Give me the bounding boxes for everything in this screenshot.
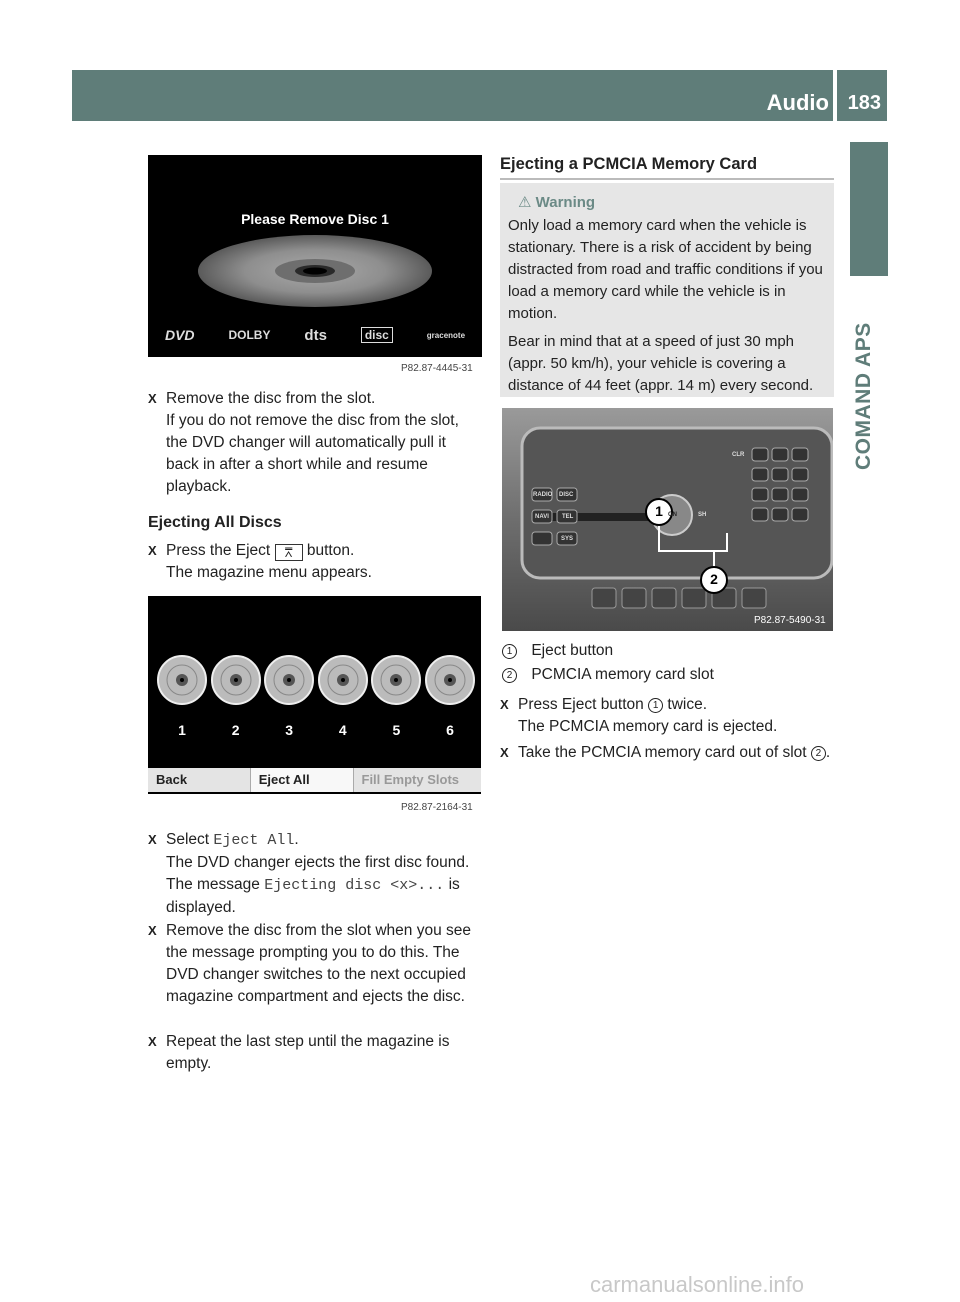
callout-number: 2 bbox=[502, 668, 517, 683]
disc-icon bbox=[263, 654, 315, 706]
figure1-caption: P82.87-4445-31 bbox=[401, 363, 473, 374]
step-body: The PCMCIA memory card is ejected. bbox=[518, 718, 778, 735]
disc-button-label: DISC bbox=[559, 492, 574, 498]
navi-button-label: NAVI bbox=[535, 514, 549, 520]
eject-all-button[interactable]: Eject All bbox=[251, 768, 354, 792]
callout-number: 1 bbox=[648, 698, 663, 713]
disc-number: 4 bbox=[338, 722, 347, 738]
step-arrow-icon: X bbox=[148, 543, 157, 558]
step-body: Remove the disc from the slot when you see the message prompting you to do this. The DVD changer switches to the next occupied magazine compartment and ejects the disc. bbox=[166, 922, 471, 1005]
dvd-logo: DVD bbox=[164, 327, 195, 343]
step-text: Press the Eject bbox=[166, 542, 271, 559]
step-text: Press Eject button bbox=[518, 696, 644, 713]
callout-number: 1 bbox=[502, 644, 517, 659]
step-text: . bbox=[294, 831, 299, 848]
step-press-eject bbox=[148, 540, 482, 584]
step-repeat bbox=[148, 1031, 482, 1075]
step-text: Select bbox=[166, 831, 210, 848]
step-title: Remove the disc from the slot. bbox=[166, 390, 376, 407]
disc-icon bbox=[156, 654, 208, 706]
step-body: The DVD changer ejects the first disc found. The message bbox=[166, 854, 470, 893]
disc-number: 6 bbox=[446, 722, 454, 738]
compact-disc-logo: disc bbox=[361, 327, 393, 343]
figure-remove-disc bbox=[148, 155, 482, 357]
warning-title: Warning bbox=[535, 194, 596, 211]
sys-button-label: SYS bbox=[561, 536, 574, 542]
step-remove-disc bbox=[148, 388, 482, 498]
disc-row bbox=[156, 654, 476, 706]
disc-number: 3 bbox=[285, 722, 294, 738]
magazine-menu-bar bbox=[148, 768, 481, 792]
legend-item bbox=[502, 664, 714, 686]
callout-number: 2 bbox=[811, 746, 826, 761]
logo-strip bbox=[148, 315, 482, 355]
back-button[interactable]: Back bbox=[148, 768, 251, 792]
sh-button-label: SH bbox=[698, 512, 707, 518]
legend-text: Eject button bbox=[531, 642, 614, 659]
step-body: The magazine menu appears. bbox=[166, 564, 372, 581]
step-remove-when-prompted bbox=[148, 920, 482, 1008]
remove-disc-message: Please Remove Disc 1 bbox=[241, 211, 389, 227]
dolby-logo: DOLBY bbox=[228, 328, 271, 342]
side-tab bbox=[850, 142, 888, 276]
section-title: Audio bbox=[766, 90, 829, 115]
clr-button-label: CLR bbox=[732, 452, 745, 458]
step-arrow-icon: X bbox=[500, 745, 509, 760]
on-button-label: ON bbox=[668, 512, 677, 518]
step-body: If you do not remove the disc from the slot, the DVD changer will automatically pull it back in after a short while and resume playback. bbox=[166, 412, 459, 495]
step-select-eject-all bbox=[148, 829, 482, 919]
step-arrow-icon: X bbox=[148, 832, 157, 847]
disc-icon bbox=[210, 654, 262, 706]
legend-item bbox=[502, 640, 613, 662]
step-body: is displayed. bbox=[166, 876, 460, 916]
menu-item-ref: Eject All bbox=[213, 832, 295, 849]
step-text: twice. bbox=[667, 696, 708, 713]
step-text: Take the PCMCIA memory card out of slot bbox=[518, 744, 807, 761]
step-press-eject-twice bbox=[500, 694, 834, 738]
step-text: . bbox=[825, 744, 831, 761]
callout-1: 1 bbox=[655, 503, 663, 519]
callout-2: 2 bbox=[710, 571, 718, 587]
radio-button-label: RADIO bbox=[533, 492, 553, 498]
header-divider bbox=[833, 70, 837, 121]
figure-magazine-menu bbox=[148, 596, 481, 794]
legend-text: PCMCIA memory card slot bbox=[531, 666, 714, 683]
step-text: button. bbox=[306, 542, 355, 559]
side-tab-label: COMAND APS bbox=[852, 322, 875, 470]
step-arrow-icon: X bbox=[148, 1034, 157, 1049]
panel-labels bbox=[502, 408, 833, 631]
gracenote-logo: gracenote bbox=[426, 330, 466, 340]
figure2-caption: P82.87-2164-31 bbox=[401, 802, 473, 813]
disc-icon bbox=[370, 654, 422, 706]
step-arrow-icon: X bbox=[148, 391, 157, 406]
step-take-card-out bbox=[500, 742, 834, 764]
header-bar bbox=[72, 70, 887, 121]
warning-box bbox=[500, 183, 834, 397]
warning-header bbox=[518, 193, 826, 211]
figure-pcmcia-panel bbox=[502, 408, 833, 631]
dts-logo: dts bbox=[304, 326, 327, 344]
eject-icon: ⩞ bbox=[275, 544, 303, 561]
step-arrow-icon: X bbox=[500, 697, 509, 712]
heading-ejecting-all: Ejecting All Discs bbox=[148, 514, 282, 531]
watermark: carmanualsonline.info bbox=[590, 1272, 805, 1297]
step-arrow-icon: X bbox=[148, 923, 157, 938]
disc-number: 2 bbox=[231, 722, 240, 738]
disc-number: 1 bbox=[178, 722, 186, 738]
warning-paragraph: Only load a memory card when the vehicle is stationary. There is a risk of accident by being distracted from road and traffic conditions if you load a memory card while the vehicle is in motion. bbox=[508, 217, 823, 322]
warning-paragraph: Bear in mind that at a speed of just 30 mph (appr. 50 km/h), your vehicle is covering a distance of 44 feet (appr. 14 m) every second. bbox=[508, 333, 814, 394]
step-body: Repeat the last step until the magazine is empty. bbox=[166, 1033, 450, 1072]
tel-button-label: TEL bbox=[562, 514, 574, 520]
heading-pcmcia: Ejecting a PCMCIA Memory Card bbox=[500, 155, 758, 173]
message-ref: Ejecting disc <x>... bbox=[264, 877, 445, 894]
warning-icon: ⚠ bbox=[518, 194, 532, 211]
page-number: 183 bbox=[847, 92, 881, 114]
disc-icon bbox=[317, 654, 369, 706]
disc-number: 5 bbox=[392, 722, 401, 738]
fill-empty-slots-button[interactable]: Fill Empty Slots bbox=[361, 772, 460, 787]
disc-icon bbox=[424, 654, 476, 706]
figure3-caption: P82.87-5490-31 bbox=[754, 615, 826, 626]
heading-rule bbox=[500, 178, 834, 180]
disc-numbers bbox=[156, 722, 476, 738]
